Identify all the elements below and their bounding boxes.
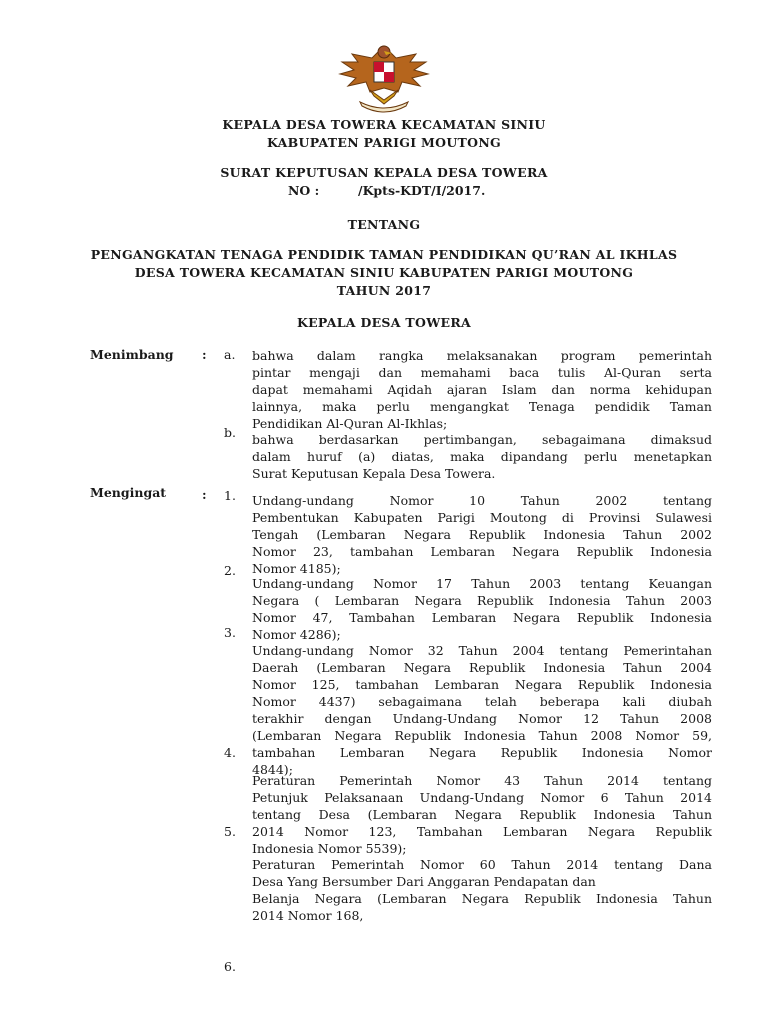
menimbang-marker-b: b. [224,425,236,440]
mengingat-1-line: Tengah (Lembaran Negara Republik Indonesia Tahun 2002 [252,527,712,542]
menimbang-label: Menimbang [90,347,174,362]
mengingat-3-line: (Lembaran Negara Republik Indonesia Tahun 2008 Nomor 59, [252,728,712,743]
letterhead-line-2: KABUPATEN PARIGI MOUTONG [266,135,502,150]
mengingat-marker-1: 1. [224,488,236,503]
mengingat-1-line: Pembentukan Kabupaten Parigi Moutong di Provinsi Sulawesi [252,510,712,525]
mengingat-5-line: 2014 Nomor 168, [252,908,364,923]
mengingat-4-line: Indonesia Nomor 5539); [252,841,407,856]
mengingat-2-line: Nomor 47, Tambahan Lembaran Negara Republik Indonesia [252,610,712,625]
menimbang-a-line: Pendidikan Al-Quran Al-Ikhlas; [252,416,448,431]
subject-line-1: PENGANGKATAN TENAGA PENDIDIK TAMAN PENDIDIKAN QU’RAN AL IKHLAS [90,247,678,262]
mengingat-5-line: Desa Yang Bersumber Dari Anggaran Pendapatan dan [252,874,596,889]
mengingat-marker-5: 5. [224,824,236,839]
mengingat-4-line: Petunjuk Pelaksanaan Undang-Undang Nomor 6 Tahun 2014 [252,790,712,805]
mengingat-4-line: 2014 Nomor 123, Tambahan Lembaran Negara Republik [252,824,712,839]
mengingat-3-line: Daerah (Lembaran Negara Republik Indonesia Tahun 2004 [252,660,712,675]
garuda-emblem-icon [334,40,434,118]
mengingat-marker-6: 6. [224,959,236,974]
mengingat-item-1 [252,492,712,577]
mengingat-4-line: tentang Desa (Lembaran Negara Republik Indonesia Tahun [252,807,712,822]
mengingat-3-line: Nomor 4437) sebagaimana telah beberapa kali diubah [252,694,712,709]
menimbang-marker-a: a. [224,347,236,362]
mengingat-item-5 [252,856,712,924]
tentang-heading: TENTANG [347,217,421,232]
mengingat-marker-2: 2. [224,563,236,578]
mengingat-2-line: Undang-undang Nomor 17 Tahun 2003 tentang Keuangan [252,576,712,591]
decree-number-label: NO : [288,183,320,198]
letterhead-line-1: KEPALA DESA TOWERA KECAMATAN SINIU [222,117,546,132]
mengingat-1-line: Nomor 4185); [252,561,341,576]
decree-title: SURAT KEPUTUSAN KEPALA DESA TOWERA [220,165,548,180]
mengingat-4-line: Peraturan Pemerintah Nomor 43 Tahun 2014 tentang [252,773,712,788]
menimbang-b-line: bahwa berdasarkan pertimbangan, sebagaimana dimaksud [252,432,712,447]
mengingat-item-4 [252,772,712,857]
mengingat-item-3 [252,642,712,778]
mengingat-marker-3: 3. [224,625,236,640]
menimbang-b-line: dalam huruf (a) diatas, maka dipandang perlu menetapkan [252,449,712,464]
mengingat-3-line: Nomor 125, tambahan Lembaran Negara Republik Indonesia [252,677,712,692]
mengingat-1-line: Undang-undang Nomor 10 Tahun 2002 tentang [252,493,712,508]
decree-number-value: /Kpts-KDT/I/2017. [358,183,486,198]
mengingat-item-2 [252,575,712,643]
subject-line-3: TAHUN 2017 [336,283,432,298]
menimbang-a-line: lainnya, maka perlu mengangkat Tenaga pendidik Taman [252,399,712,414]
menimbang-a-line: bahwa dalam rangka melaksanakan program pemerintah [252,348,712,363]
mengingat-label: Mengingat [90,485,167,500]
mengingat-3-line: terakhir dengan Undang-Undang Nomor 12 Tahun 2008 [252,711,712,726]
mengingat-5-line: Peraturan Pemerintah Nomor 60 Tahun 2014 tentang Dana [252,857,712,872]
mengingat-3-line: Undang-undang Nomor 32 Tahun 2004 tentang Pemerintahan [252,643,712,658]
mengingat-3-line: 4844); [252,762,293,777]
menimbang-a-line: dapat memahami Aqidah ajaran Islam dan norma kehidupan [252,382,712,397]
menimbang-a-line: pintar mengaji dan memahami baca tulis Al-Quran serta [252,365,712,380]
mengingat-2-line: Negara ( Lembaran Negara Republik Indonesia Tahun 2003 [252,593,712,608]
mengingat-5-line: Belanja Negara (Lembaran Negara Republik Indonesia Tahun [252,891,712,906]
mengingat-3-line: tambahan Lembaran Negara Republik Indonesia Nomor [252,745,712,760]
subject-line-2: DESA TOWERA KECAMATAN SINIU KABUPATEN PARIGI MOUTONG [134,265,634,280]
menimbang-b-line: Surat Keputusan Kepala Desa Towera. [252,466,496,481]
official-heading: KEPALA DESA TOWERA [296,315,472,330]
mengingat-marker-4: 4. [224,745,236,760]
menimbang-item-a [252,347,712,432]
mengingat-1-line: Nomor 23, tambahan Lembaran Negara Republik Indonesia [252,544,712,559]
menimbang-item-b [252,431,712,482]
menimbang-colon: : [202,347,207,362]
mengingat-colon: : [202,487,207,502]
mengingat-2-line: Nomor 4286); [252,627,341,642]
